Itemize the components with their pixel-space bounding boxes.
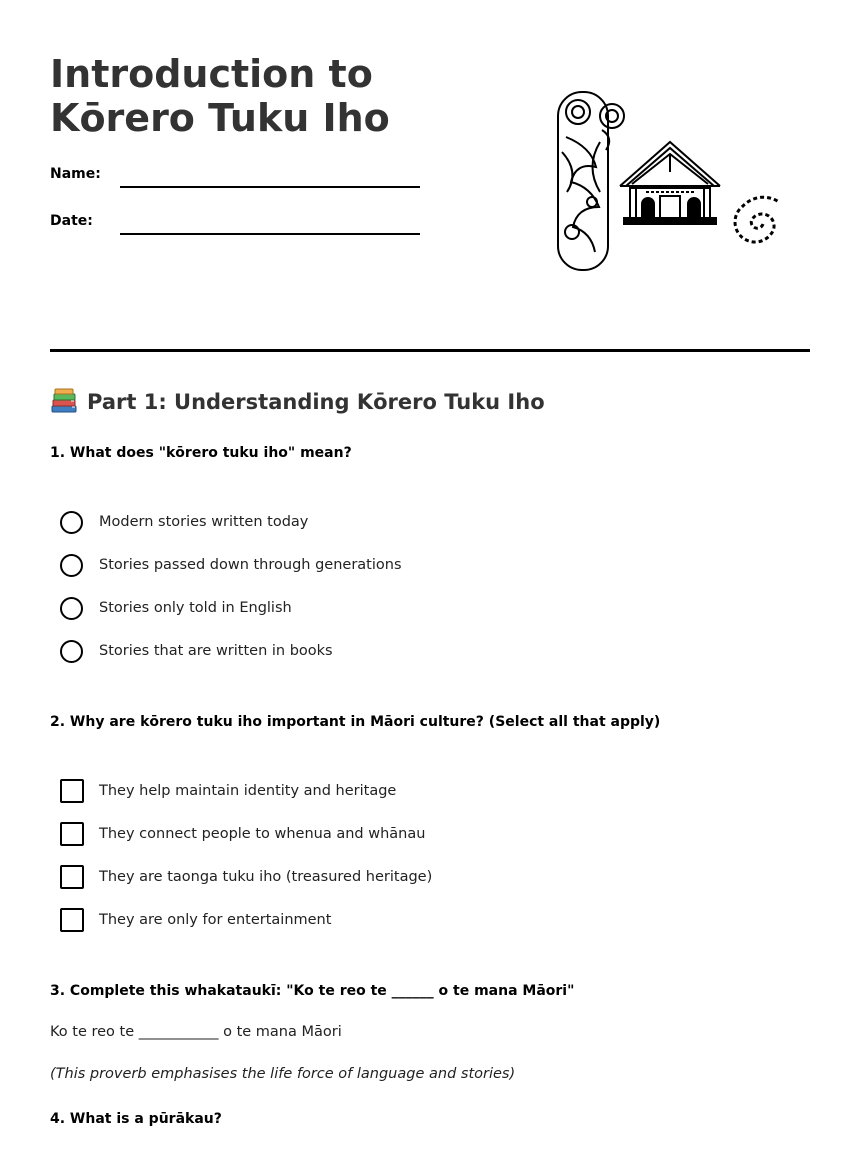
question-1: 1. What does "kōrero tuku iho" mean? [50, 445, 352, 461]
question-4: 4. What is a pūrākau? [50, 1111, 222, 1127]
radio-button[interactable] [60, 554, 83, 577]
checkbox[interactable] [60, 865, 84, 889]
radio-button[interactable] [60, 511, 83, 534]
question-2: 2. Why are kōrero tuku iho important in Māori culture? (Select all that apply) [50, 714, 661, 730]
name-field[interactable] [120, 186, 420, 188]
q2-option-4[interactable] [60, 907, 331, 933]
q3-note: (This proverb emphasises the life force of language and stories) [50, 1066, 516, 1082]
part1-heading [50, 388, 545, 414]
option-label: They are only for entertainment [99, 912, 332, 928]
option-label: They are taonga tuku iho (treasured heritage) [99, 869, 433, 885]
maori-illustration [548, 82, 798, 277]
q1-option-3[interactable] [60, 595, 292, 621]
option-label: Stories that are written in books [99, 643, 333, 659]
option-label: Modern stories written today [99, 514, 309, 530]
worksheet-title: Introduction to Kōrero Tuku Iho [50, 52, 390, 140]
radio-button[interactable] [60, 597, 83, 620]
name-label: Name: [50, 166, 101, 182]
option-label: Stories passed down through generations [99, 557, 402, 573]
q1-option-1[interactable] [60, 509, 308, 535]
books-icon [50, 388, 78, 414]
q2-option-2[interactable] [60, 821, 425, 847]
checkbox[interactable] [60, 822, 84, 846]
q3-fill-in-blank[interactable]: Ko te reo te ___________ o te mana Māori [50, 1024, 342, 1040]
header-divider [50, 349, 810, 352]
wharenui-icon [620, 142, 720, 224]
radio-button[interactable] [60, 640, 83, 663]
q1-option-2[interactable] [60, 552, 402, 578]
option-label: Stories only told in English [99, 600, 292, 616]
option-label: They connect people to whenua and whānau [99, 826, 426, 842]
checkbox[interactable] [60, 779, 84, 803]
part1-heading-text: Part 1: Understanding Kōrero Tuku Iho [87, 390, 545, 414]
date-field[interactable] [120, 233, 420, 235]
question-3: 3. Complete this whakataukī: "Ko te reo te ______ o te mana Māori" [50, 983, 575, 999]
q2-option-3[interactable] [60, 864, 432, 890]
koru-spiral-icon [735, 197, 779, 242]
date-label: Date: [50, 213, 93, 229]
option-label: They help maintain identity and heritage [99, 783, 397, 799]
checkbox[interactable] [60, 908, 84, 932]
q1-option-4[interactable] [60, 638, 333, 664]
carved-pou-icon [558, 92, 624, 270]
q2-option-1[interactable] [60, 778, 396, 804]
